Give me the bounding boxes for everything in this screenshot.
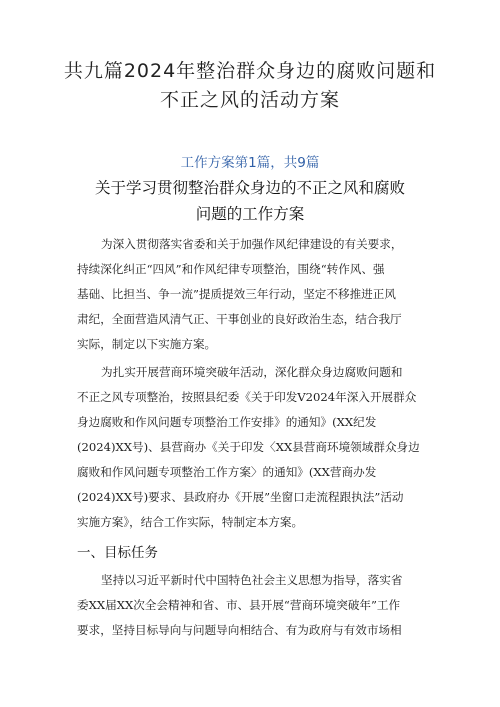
paragraph-2-line: 不正之风专项整治，按照县纪委《关于印发V2024年深入开展群众 [77, 390, 417, 404]
paragraph-1-line: 持续深化纠正“四风”和作风纪律专项整治，围绕“转作风、强 [77, 262, 385, 276]
paragraph-2-line: 身边腐败和作风问题专项整治工作安排》的通知》(XX纪发 [77, 415, 377, 429]
paragraph-2-line: (2024)XX号)要求、县政府办《开展”坐窗口走流程跟执法”活动 [77, 490, 404, 504]
paragraph-2-line: 为扎实开展营商环境突破年活动，深化群众身边腐败问题和 [101, 365, 403, 379]
paragraph-1-line: 肃纪，全面营造风清气正、干事创业的良好政治生态，结合我厅 [77, 312, 402, 326]
section-title-line-1: 关于学习贯彻整治群众身边的不正之风和腐败 [94, 179, 405, 197]
paragraph-2-line: (2024)XX号)、县营商办《关于印发〈XX县营商环境领域群众身边 [77, 440, 420, 454]
paragraph-3-line: 委XX届XX次全会精神和省、市、县开展“营商环境突破年”工作 [77, 598, 401, 612]
paragraph-3-line: 要求，坚持目标导向与问题导向相结合、有为政府与有效市场相 [77, 623, 402, 637]
chapter-label: 工作方案第1篇，共9篇 [180, 155, 320, 171]
paragraph-2-line: 实施方案》，结合工作实际，特制定本方案。 [77, 515, 304, 529]
document-title-line-1: 共九篇2024年整治群众身边的腐败问题和 [63, 60, 437, 82]
paragraph-2-line: 腐败和作风问题专项整治工作方案〉的通知》(XX营商办发 [77, 465, 377, 479]
paragraph-1-line: 实际，制定以下实施方案。 [77, 337, 217, 351]
paragraph-1-line: 基础、比担当、争一流”提质提效三年行动，坚定不移推进正风 [77, 287, 396, 301]
section-heading-objectives: 一、目标任务 [77, 545, 158, 561]
section-title-line-2: 问题的工作方案 [195, 205, 305, 223]
paragraph-1-line: 为深入贯彻落实省委和关于加强作风纪律建设的有关要求， [101, 237, 403, 251]
paragraph-3-line: 坚持以习近平新时代中国特色社会主义思想为指导，落实省 [101, 573, 403, 587]
document-title-line-2: 不正之风的活动方案 [159, 89, 340, 111]
